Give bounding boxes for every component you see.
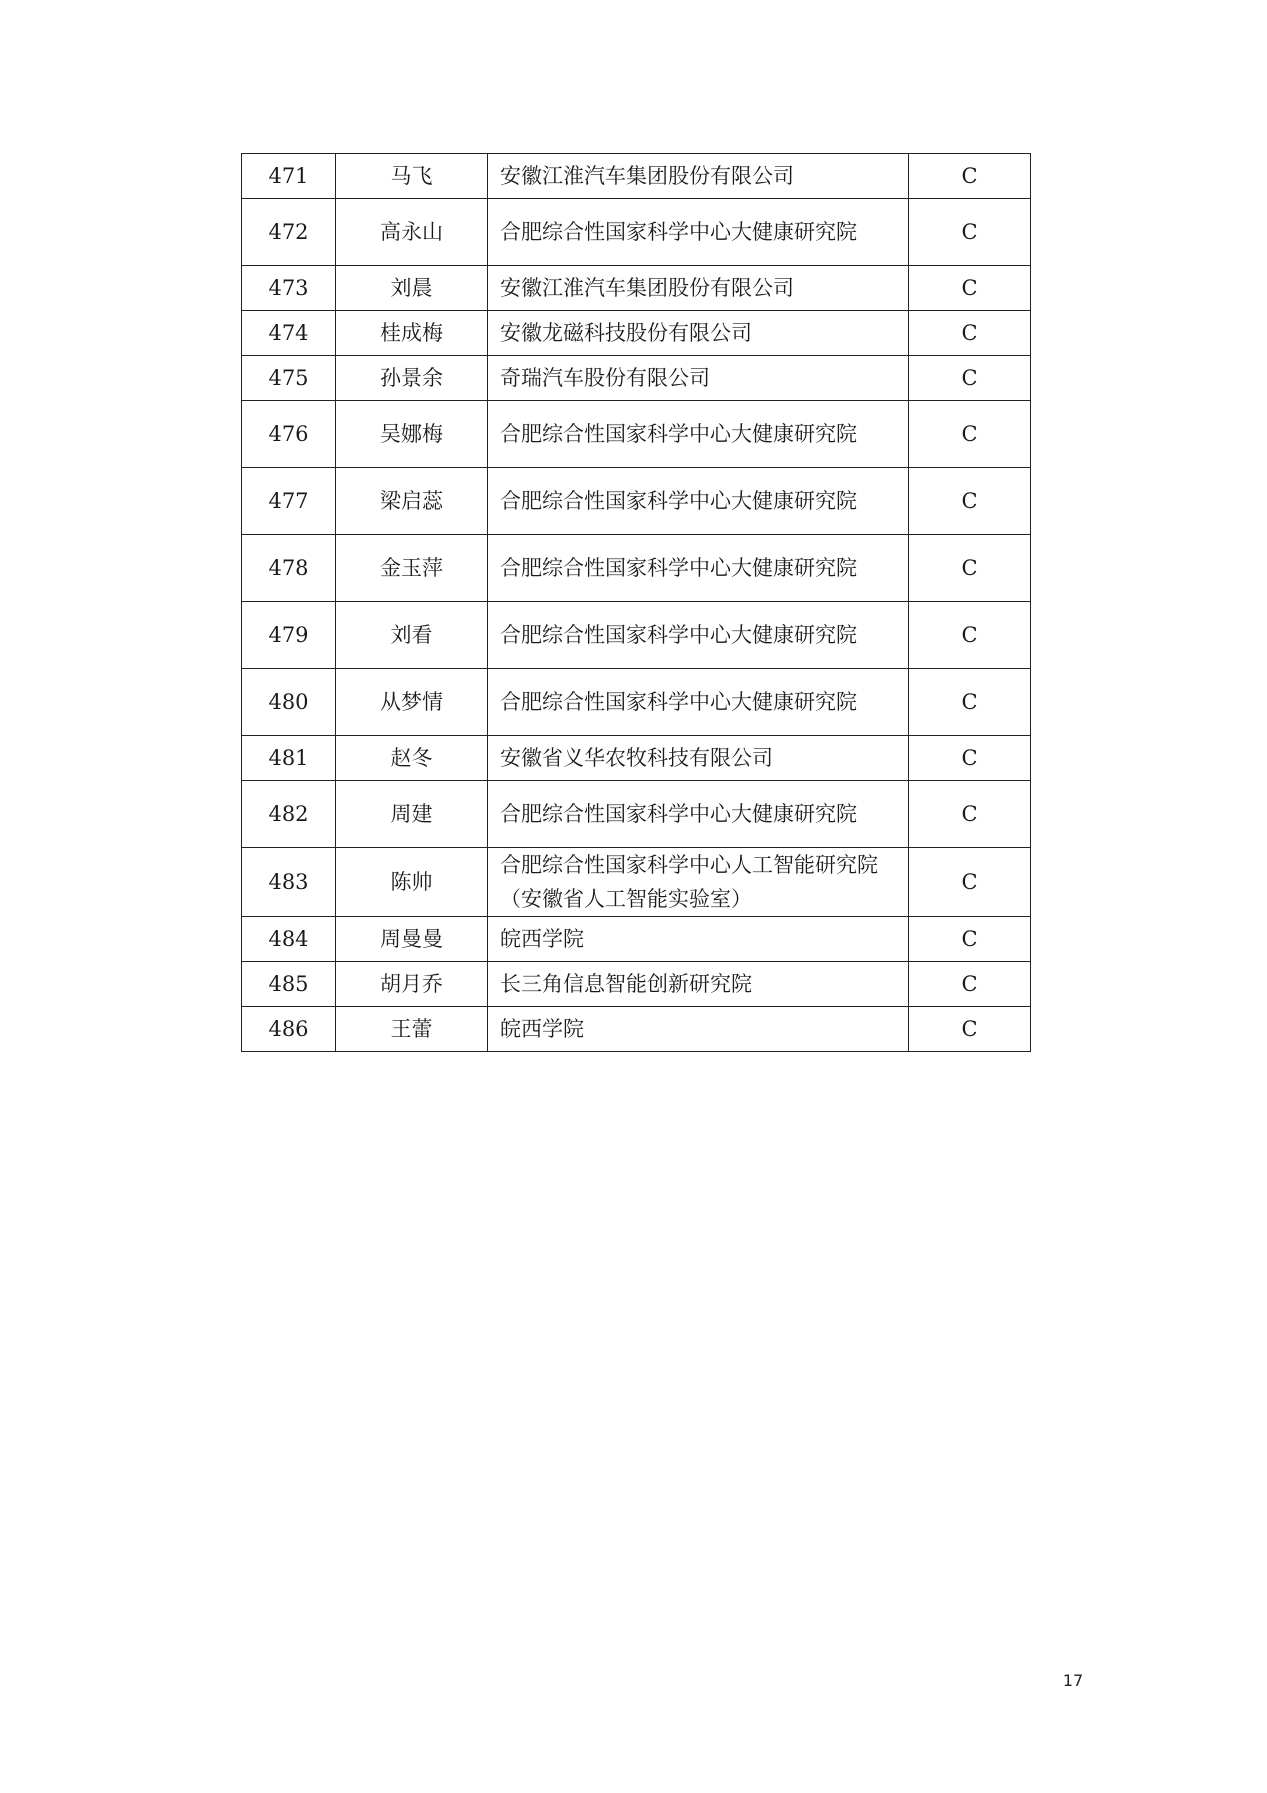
table-row <box>242 848 1031 917</box>
name-cell: 胡月乔 <box>336 962 488 1007</box>
name-cell: 周建 <box>336 781 488 848</box>
row-number-cell: 471 <box>242 154 336 199</box>
grade-cell: C <box>909 311 1031 356</box>
grade-cell: C <box>909 401 1031 468</box>
name-cell: 吴娜梅 <box>336 401 488 468</box>
name-cell: 马飞 <box>336 154 488 199</box>
table-row <box>242 356 1031 401</box>
row-number-cell: 477 <box>242 468 336 535</box>
row-number-cell: 474 <box>242 311 336 356</box>
name-cell: 陈帅 <box>336 848 488 917</box>
row-number-cell: 484 <box>242 917 336 962</box>
table-row <box>242 266 1031 311</box>
organization-cell: 合肥综合性国家科学中心大健康研究院 <box>488 401 909 468</box>
awardee-table <box>241 153 1031 1052</box>
table-row <box>242 401 1031 468</box>
grade-cell: C <box>909 1007 1031 1052</box>
grade-cell: C <box>909 917 1031 962</box>
name-cell: 金玉萍 <box>336 535 488 602</box>
table-row <box>242 535 1031 602</box>
grade-cell: C <box>909 535 1031 602</box>
organization-cell: 合肥综合性国家科学中心人工智能研究院（安徽省人工智能实验室） <box>488 848 909 917</box>
name-cell: 高永山 <box>336 199 488 266</box>
table-row <box>242 1007 1031 1052</box>
table-row <box>242 154 1031 199</box>
row-number-cell: 478 <box>242 535 336 602</box>
organization-cell: 安徽龙磁科技股份有限公司 <box>488 311 909 356</box>
table-row <box>242 669 1031 736</box>
row-number-cell: 475 <box>242 356 336 401</box>
grade-cell: C <box>909 199 1031 266</box>
organization-cell: 长三角信息智能创新研究院 <box>488 962 909 1007</box>
organization-cell: 安徽省义华农牧科技有限公司 <box>488 736 909 781</box>
row-number-cell: 480 <box>242 669 336 736</box>
row-number-cell: 483 <box>242 848 336 917</box>
organization-cell: 合肥综合性国家科学中心大健康研究院 <box>488 468 909 535</box>
organization-cell: 合肥综合性国家科学中心大健康研究院 <box>488 781 909 848</box>
row-number-cell: 485 <box>242 962 336 1007</box>
grade-cell: C <box>909 848 1031 917</box>
table-body <box>242 154 1031 1052</box>
name-cell: 桂成梅 <box>336 311 488 356</box>
grade-cell: C <box>909 781 1031 848</box>
table-row <box>242 962 1031 1007</box>
name-cell: 梁启蕊 <box>336 468 488 535</box>
name-cell: 周曼曼 <box>336 917 488 962</box>
row-number-cell: 473 <box>242 266 336 311</box>
grade-cell: C <box>909 356 1031 401</box>
name-cell: 刘晨 <box>336 266 488 311</box>
name-cell: 赵冬 <box>336 736 488 781</box>
grade-cell: C <box>909 602 1031 669</box>
row-number-cell: 486 <box>242 1007 336 1052</box>
organization-cell: 合肥综合性国家科学中心大健康研究院 <box>488 199 909 266</box>
organization-cell: 皖西学院 <box>488 1007 909 1052</box>
grade-cell: C <box>909 736 1031 781</box>
row-number-cell: 472 <box>242 199 336 266</box>
page-number: 17 <box>1062 1671 1084 1690</box>
organization-cell: 合肥综合性国家科学中心大健康研究院 <box>488 535 909 602</box>
table-row <box>242 199 1031 266</box>
organization-cell: 安徽江淮汽车集团股份有限公司 <box>488 266 909 311</box>
row-number-cell: 476 <box>242 401 336 468</box>
organization-cell: 奇瑞汽车股份有限公司 <box>488 356 909 401</box>
grade-cell: C <box>909 266 1031 311</box>
grade-cell: C <box>909 154 1031 199</box>
grade-cell: C <box>909 468 1031 535</box>
table-row <box>242 917 1031 962</box>
table-row <box>242 781 1031 848</box>
organization-cell: 安徽江淮汽车集团股份有限公司 <box>488 154 909 199</box>
table-row <box>242 311 1031 356</box>
grade-cell: C <box>909 962 1031 1007</box>
name-cell: 刘看 <box>336 602 488 669</box>
row-number-cell: 482 <box>242 781 336 848</box>
organization-cell: 合肥综合性国家科学中心大健康研究院 <box>488 669 909 736</box>
name-cell: 王蕾 <box>336 1007 488 1052</box>
table-row <box>242 736 1031 781</box>
organization-cell: 合肥综合性国家科学中心大健康研究院 <box>488 602 909 669</box>
name-cell: 孙景余 <box>336 356 488 401</box>
name-cell: 从梦情 <box>336 669 488 736</box>
table-row <box>242 468 1031 535</box>
grade-cell: C <box>909 669 1031 736</box>
organization-cell: 皖西学院 <box>488 917 909 962</box>
row-number-cell: 481 <box>242 736 336 781</box>
table-row <box>242 602 1031 669</box>
row-number-cell: 479 <box>242 602 336 669</box>
